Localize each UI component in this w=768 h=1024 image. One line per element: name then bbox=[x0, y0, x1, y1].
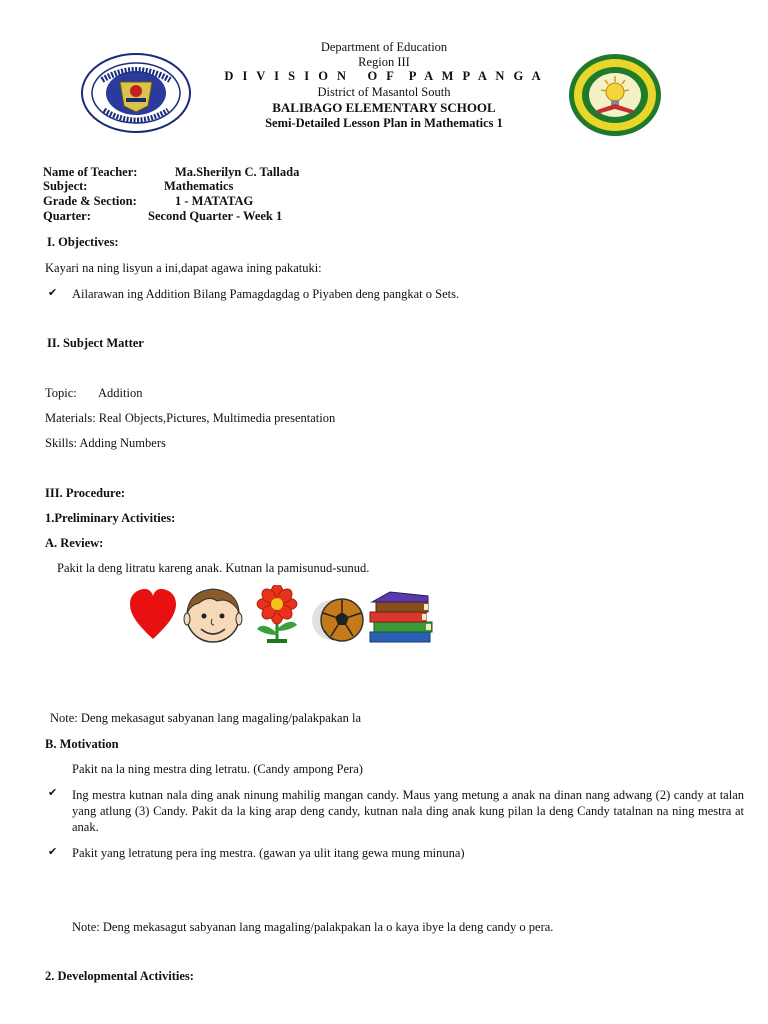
subject-value: Mathematics bbox=[164, 179, 234, 193]
objectives-heading: I. Objectives: bbox=[47, 235, 119, 249]
ball-icon bbox=[308, 596, 368, 649]
motivation-item: Ing mestra kutnan nala ding anak ninung mahilig mangan candy. Maus yang metung a anak na dinan nang adwang (2) candy at talan yang atlung (3) Candy. Pakit da la king arap deng candy, kutnan nala ding anak kung pilan la deng Candy tatalnan na ning mestra at anak. bbox=[72, 788, 744, 834]
grade-label: Grade & Section: bbox=[43, 194, 137, 208]
heart-icon bbox=[128, 587, 178, 648]
division-name: D I V I S I O N O F P A M P A N G A bbox=[224, 69, 544, 83]
motivation-item: Pakit yang letratung pera ing mestra. (gawan ya ulit itang gewa mung minuna) bbox=[72, 846, 465, 860]
school-name: BALIBAGO ELEMENTARY SCHOOL bbox=[272, 100, 496, 115]
developmental-heading: 2. Developmental Activities: bbox=[45, 969, 194, 983]
region-name: Region III bbox=[358, 55, 410, 69]
teacher-value: Ma.Sherilyn C. Tallada bbox=[175, 165, 300, 179]
motivation-heading: B. Motivation bbox=[45, 737, 119, 751]
review-note: Note: Deng mekasagut sabyanan lang magaling/palakpakan la bbox=[50, 711, 362, 725]
flower-icon bbox=[247, 585, 307, 650]
topic-value: Addition bbox=[98, 386, 143, 400]
checkmark-icon: ✔ bbox=[48, 845, 58, 858]
boy-face-icon bbox=[181, 585, 245, 650]
checkmark-icon: ✔ bbox=[48, 286, 58, 299]
subject-matter-heading: II. Subject Matter bbox=[47, 336, 144, 350]
objectives-intro: Kayari na ning lisyun a ini,dapat agawa ining pakatuki: bbox=[45, 261, 322, 275]
lesson-plan-title: Semi-Detailed Lesson Plan in Mathematics 1 bbox=[265, 116, 503, 130]
quarter-value: Second Quarter - Week 1 bbox=[148, 209, 283, 223]
objective-item: Ailarawan ing Addition Bilang Pamagdagdag o Piyaben deng pangkat o Sets. bbox=[72, 287, 460, 301]
procedure-heading: III. Procedure: bbox=[45, 486, 126, 500]
motivation-intro: Pakit na la ning mestra ding letratu. (Candy ampong Pera) bbox=[72, 762, 363, 776]
preliminary-heading: 1.Preliminary Activities: bbox=[45, 511, 176, 525]
teacher-label: Name of Teacher: bbox=[43, 165, 138, 179]
subject-label: Subject: bbox=[43, 179, 88, 193]
district-name: District of Masantol South bbox=[317, 85, 451, 99]
quarter-label: Quarter: bbox=[43, 209, 91, 223]
books-icon bbox=[366, 590, 436, 651]
review-heading: A. Review: bbox=[45, 536, 104, 550]
motivation-note: Note: Deng mekasagut sabyanan lang magaling/palakpakan la o kaya ibye la deng candy o pera. bbox=[72, 920, 554, 934]
checkmark-icon: ✔ bbox=[48, 786, 58, 799]
department-name: Department of Education bbox=[320, 40, 448, 54]
materials-line: Materials: Real Objects,Pictures, Multimedia presentation bbox=[45, 411, 336, 425]
skills-line: Skills: Adding Numbers bbox=[45, 436, 166, 450]
review-text: Pakit la deng litratu kareng anak. Kutnan la pamisunud-sunud. bbox=[57, 561, 370, 575]
topic-label: Topic: bbox=[45, 386, 77, 400]
grade-value: 1 - MATATAG bbox=[175, 194, 254, 208]
